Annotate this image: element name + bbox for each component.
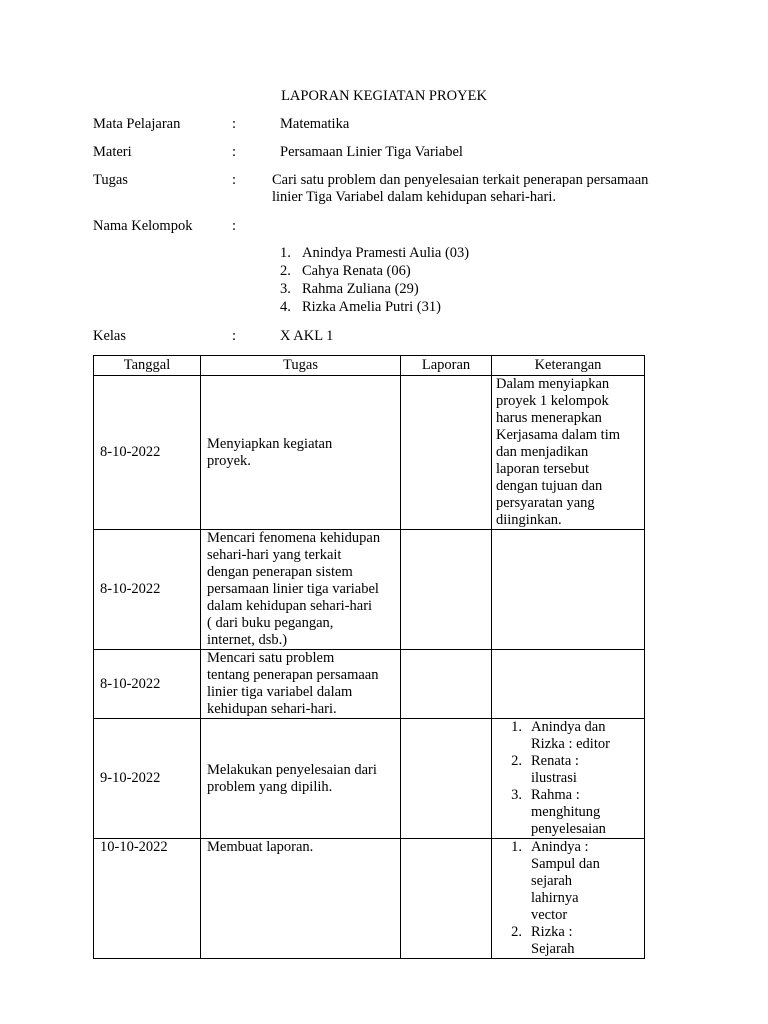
cell-keterangan bbox=[492, 839, 645, 959]
cell-line: linier tiga variabel dalam bbox=[207, 684, 353, 700]
cell-laporan bbox=[401, 650, 492, 719]
cell-keterangan bbox=[492, 650, 645, 719]
cell-laporan bbox=[401, 719, 492, 839]
member-number: 3. bbox=[280, 281, 291, 297]
cell-keterangan bbox=[492, 530, 645, 650]
cell-line: internet, dsb.) bbox=[207, 632, 288, 648]
field-kelas-label: Kelas bbox=[93, 328, 127, 344]
cell-line: Membuat laporan. bbox=[207, 839, 314, 855]
cell-keterangan bbox=[492, 719, 645, 839]
cell-line: Melakukan penyelesaian dari bbox=[207, 761, 377, 778]
field-kelas-value: X AKL 1 bbox=[280, 328, 334, 344]
cell-line: ilustrasi bbox=[531, 770, 577, 786]
cell-line: ( dari buku pegangan, bbox=[207, 615, 334, 631]
header-tanggal: Tanggal bbox=[94, 356, 201, 376]
member-number: 2. bbox=[280, 263, 291, 279]
cell-line: penyelesaian bbox=[531, 821, 606, 837]
table-row bbox=[94, 839, 645, 959]
cell-tanggal: 10-10-2022 bbox=[94, 839, 201, 959]
keterangan-number: 1. bbox=[511, 719, 522, 735]
cell-line: dengan tujuan dan bbox=[496, 478, 603, 494]
cell-line: Dalam menyiapkan bbox=[496, 376, 610, 392]
table-row bbox=[94, 719, 645, 839]
cell-tugas bbox=[201, 719, 401, 839]
cell-tanggal: 8-10-2022 bbox=[94, 650, 201, 719]
field-mata-pelajaran-label: Mata Pelajaran bbox=[93, 116, 181, 132]
header-keterangan: Keterangan bbox=[492, 356, 645, 376]
cell-line: Rizka : editor bbox=[531, 736, 610, 752]
cell-laporan bbox=[401, 530, 492, 650]
cell-line: harus menerapkan bbox=[496, 410, 602, 426]
member-name: Rahma Zuliana (29) bbox=[302, 281, 419, 297]
field-materi-label: Materi bbox=[93, 144, 132, 160]
member-item bbox=[280, 263, 469, 281]
member-item bbox=[280, 245, 469, 263]
cell-tanggal: 8-10-2022 bbox=[94, 530, 201, 650]
field-materi-value: Persamaan Linier Tiga Variabel bbox=[280, 144, 463, 160]
table-header-row bbox=[94, 356, 645, 376]
cell-line: Rizka : bbox=[531, 924, 573, 940]
cell-line: dengan penerapan sistem bbox=[207, 564, 353, 580]
cell-line: Menyiapkan kegiatan bbox=[207, 435, 333, 452]
field-tugas-value bbox=[272, 172, 692, 206]
field-tugas-label: Tugas bbox=[93, 172, 128, 188]
cell-line: Anindya : bbox=[531, 839, 589, 855]
cell-tanggal: 9-10-2022 bbox=[94, 719, 201, 839]
cell-tugas bbox=[201, 839, 401, 959]
cell-line: Anindya dan bbox=[531, 719, 606, 735]
field-mata-pelajaran-value: Matematika bbox=[280, 116, 350, 132]
keterangan-item bbox=[496, 753, 644, 787]
keterangan-item bbox=[496, 839, 644, 924]
cell-line: laporan tersebut bbox=[496, 461, 590, 477]
cell-line: proyek 1 kelompok bbox=[496, 393, 609, 409]
keterangan-item bbox=[496, 719, 644, 753]
field-materi-colon: : bbox=[232, 144, 237, 160]
field-nama-kelompok-colon: : bbox=[232, 218, 237, 234]
member-name: Anindya Pramesti Aulia (03) bbox=[302, 245, 470, 261]
field-tugas-colon: : bbox=[232, 172, 237, 188]
cell-line: Kerjasama dalam tim bbox=[496, 427, 621, 443]
activity-table bbox=[93, 355, 645, 959]
cell-tanggal: 8-10-2022 bbox=[94, 376, 201, 530]
member-number: 4. bbox=[280, 299, 291, 315]
cell-line: menghitung bbox=[531, 804, 601, 820]
header-laporan: Laporan bbox=[401, 356, 492, 376]
keterangan-number: 2. bbox=[511, 924, 522, 940]
cell-line: lahirnya bbox=[531, 890, 579, 906]
cell-line: kehidupan sehari-hari. bbox=[207, 701, 337, 717]
table-row bbox=[94, 650, 645, 719]
cell-line: Mencari satu problem bbox=[207, 650, 335, 666]
table-row bbox=[94, 376, 645, 530]
cell-line: tentang penerapan persamaan bbox=[207, 667, 379, 683]
cell-line: dalam kehidupan sehari-hari bbox=[207, 598, 373, 614]
cell-line: proyek. bbox=[207, 452, 251, 469]
cell-line: vector bbox=[531, 907, 568, 923]
member-name: Cahya Renata (06) bbox=[302, 263, 411, 279]
field-nama-kelompok-label: Nama Kelompok bbox=[93, 218, 193, 234]
cell-line: Sampul dan bbox=[531, 856, 600, 872]
member-list bbox=[280, 245, 469, 317]
member-name: Rizka Amelia Putri (31) bbox=[302, 299, 441, 315]
keterangan-number: 2. bbox=[511, 753, 522, 769]
page-title: LAPORAN KEGIATAN PROYEK bbox=[281, 88, 487, 104]
keterangan-item bbox=[496, 787, 644, 838]
cell-line: sehari-hari yang terkait bbox=[207, 547, 342, 563]
table-row bbox=[94, 530, 645, 650]
keterangan-number: 1. bbox=[511, 839, 522, 855]
header-tugas: Tugas bbox=[201, 356, 401, 376]
cell-laporan bbox=[401, 839, 492, 959]
cell-line: diinginkan. bbox=[496, 512, 562, 528]
cell-tugas bbox=[201, 376, 401, 530]
cell-line: Sejarah bbox=[531, 941, 575, 957]
cell-line: Mencari fenomena kehidupan bbox=[207, 530, 381, 546]
field-mata-pelajaran-colon: : bbox=[232, 116, 237, 132]
cell-line: Rahma : bbox=[531, 787, 580, 803]
member-item bbox=[280, 299, 469, 317]
cell-keterangan bbox=[492, 376, 645, 530]
field-tugas-value-line: Cari satu problem dan penyelesaian terkait penerapan persamaan bbox=[272, 172, 649, 188]
cell-line: persamaan linier tiga variabel bbox=[207, 581, 379, 597]
member-item bbox=[280, 281, 469, 299]
cell-line: Renata : bbox=[531, 753, 579, 769]
member-number: 1. bbox=[280, 245, 291, 261]
keterangan-item bbox=[496, 924, 644, 958]
cell-line: persyaratan yang bbox=[496, 495, 595, 511]
keterangan-list bbox=[496, 839, 644, 958]
field-tugas-value-line: linier Tiga Variabel dalam kehidupan sehari-hari. bbox=[272, 189, 557, 205]
cell-line: dan menjadikan bbox=[496, 444, 589, 460]
cell-tugas bbox=[201, 530, 401, 650]
cell-line: problem yang dipilih. bbox=[207, 778, 333, 795]
keterangan-list bbox=[496, 719, 644, 838]
field-kelas-colon: : bbox=[232, 328, 237, 344]
cell-laporan bbox=[401, 376, 492, 530]
keterangan-number: 3. bbox=[511, 787, 522, 803]
cell-line: sejarah bbox=[531, 873, 573, 889]
cell-tugas bbox=[201, 650, 401, 719]
